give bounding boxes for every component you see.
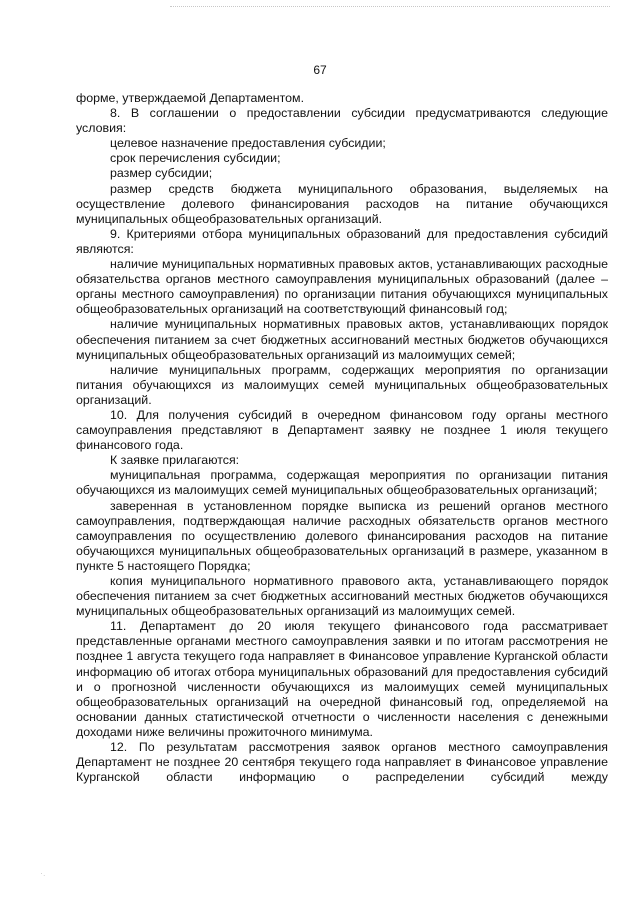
paragraph: форме, утверждаемой Департаментом.: [76, 91, 305, 105]
paragraph: 9. Критериями отбора муниципальных образований для предоставления субсидий являются:: [76, 226, 608, 256]
paragraph: 12. По результатам рассмотрения заявок органов местного самоуправления Департамент не позднее 20 сентября текущего года направляет в Финансовое управление Курганской области информацию о распределении субсидий между: [76, 740, 608, 785]
paragraph: копия муниципального нормативного правового акта, устанавливающего порядок обеспечения питанием за счет бюджетных ассигнований местных бюджетов обучающихся муниципальных общеобразовательных организаций из малоимущих семей.: [76, 574, 608, 619]
scan-edge-artifact: [170, 6, 610, 7]
paragraph: К заявке прилагаются:: [110, 453, 240, 468]
scan-corner-mark: ·.: [40, 868, 46, 878]
paragraph: 11. Департамент до 20 июля текущего финансового года рассматривает представленные органами местного самоуправления заявки и по итогам рассмотрения не позднее 1 августа текущего года направляет в Финансовое управление Курганской области информацию об итогах отбора муниципальных образований для предоставления субсидий и о прогнозной численности обучающихся из малоимущих семей муниципальных общеобразовательных организаций на очередной финансовый год, определяемой на основании данных статистической отчетности о численности населения с денежными доходами ниже величины прожиточного минимума.: [76, 619, 608, 739]
paragraph: целевое назначение предоставления субсидии;: [110, 136, 386, 151]
paragraph: наличие муниципальных программ, содержащих мероприятия по организации питания обучающихся из малоимущих семей муниципальных общеобразовательных организаций.: [76, 362, 608, 407]
paragraph: заверенная в установленном порядке выписка из решений органов местного самоуправления, подтверждающая наличие расходных обязательств органов местного самоуправления по осуществлению долевого финансирования расходов на питание обучающихся муниципальных общеобразовательных организаций в размере, указанном в пункте 5 настоящего Порядка;: [76, 498, 608, 573]
paragraph: наличие муниципальных нормативных правовых актов, устанавливающих порядок обеспечения питанием за счет бюджетных ассигнований местных бюджетов обучающихся муниципальных общеобразовательных организаций из малоимущих семей;: [76, 317, 608, 362]
paragraph: размер субсидии;: [110, 166, 213, 181]
paragraph: 10. Для получения субсидий в очередном финансовом году органы местного самоуправления представляют в Департамент заявку не позднее 1 июля текущего финансового года.: [76, 407, 608, 453]
paragraph: муниципальная программа, содержащая мероприятия по организации питания обучающихся из малоимущих семей муниципальных общеобразовательных организаций;: [76, 468, 608, 498]
paragraph: наличие муниципальных нормативных правовых актов, устанавливающих расходные обязательства органов местного самоуправления муниципальных образований (далее – органы местного самоуправления) по организации питания обучающихся муниципальных общеобразовательных организаций на соответствующий финансовый год;: [76, 257, 608, 317]
paragraph: размер средств бюджета муниципального образования, выделяемых на осуществление долевого финансирования расходов на питание обучающихся муниципальных общеобразовательных организаций.: [76, 181, 608, 226]
body-text: [76, 91, 608, 785]
page-number: 67: [313, 63, 327, 77]
paragraph: срок перечисления субсидии;: [110, 151, 281, 166]
paragraph: 8. В соглашении о предоставлении субсидии предусматриваются следующие условия:: [76, 106, 608, 136]
